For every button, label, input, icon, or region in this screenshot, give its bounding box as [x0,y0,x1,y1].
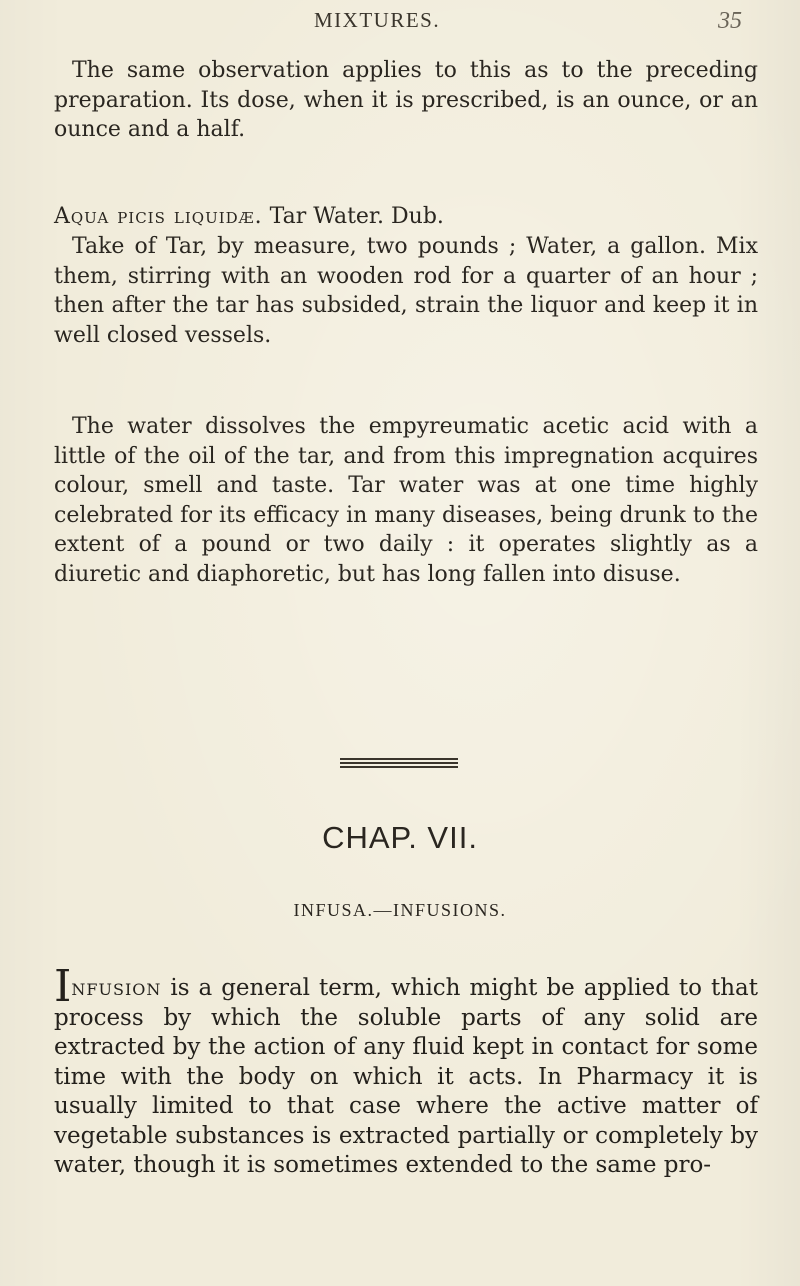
recipe-heading-rest: Tar Water. Dub. [262,204,444,229]
chapter-subtitle: INFUSA.—INFUSIONS. [293,900,507,920]
chapter-title: CHAP. VII. [322,820,478,855]
infusion-lead-word: nfusion [71,975,162,1001]
dropcap-letter: I [54,961,72,1012]
running-title: MIXTURES. [314,8,441,32]
page-number: 35 [718,8,742,34]
recipe-heading-latin: Aqua picis liquidæ. [54,204,263,229]
paragraph-recipe: Take of Tar, by measure, two pounds ; Water, a gallon. Mix them, stirring with an wooden rod for a quarter of an hour ; then after the tar has subsided, strain the liquor and keep it in well closed vessels. [54,234,758,348]
infusion-text: is a general term, which might be applied to that process by which the soluble parts of any solid are extracted by the action of any fluid kept in contact for some time with the body on which it acts. In Pharmacy it is usually limited to that case where the active matter of vegetable substances is extracted partially or completely by water, though it is sometimes extended to the same pro- [54,975,758,1178]
paragraph-observation: The same observation applies to this as to the preceding preparation. Its dose, when it is prescribed, is an ounce, or an ounce and a half. [54,58,758,142]
running-head [0,8,800,44]
paragraph-tar-water: The water dissolves the empyreumatic acetic acid with a little of the oil of the tar, and from this impregnation acquires colour, smell and taste. Tar water was at one time highly celebrated for its efficacy in many diseases, being drunk to the extent of a pound or two daily : it operates slightly as a diuretic and diaphoretic, but has long fallen into disuse. [54,414,758,587]
recipe-heading [54,202,758,232]
paragraph-infusion [54,961,758,1181]
section-divider [340,758,458,770]
